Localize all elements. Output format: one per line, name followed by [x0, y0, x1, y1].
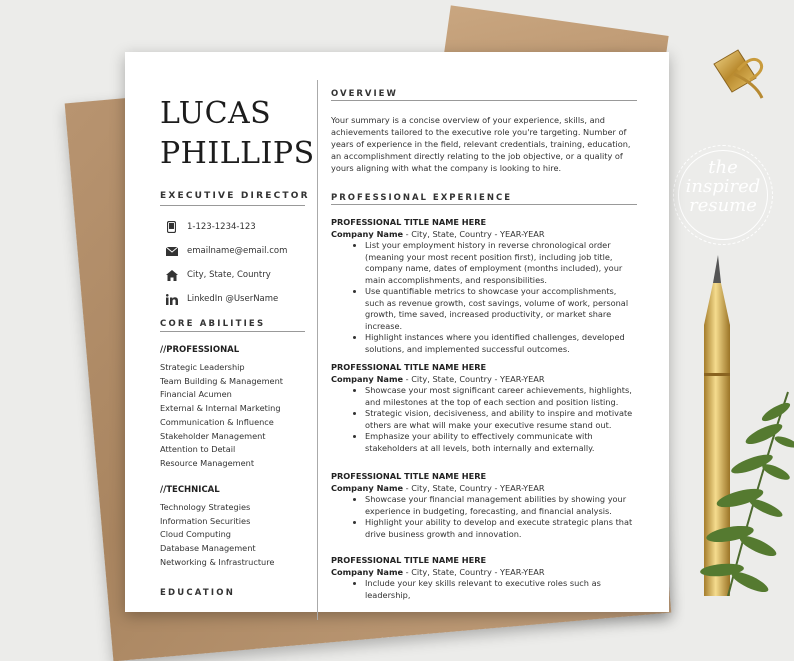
company-line: [331, 483, 637, 495]
job-entry-1: [331, 217, 637, 355]
company-line: [331, 374, 637, 386]
home-icon: [165, 269, 178, 282]
skill-item: Information Securities: [160, 515, 251, 526]
badge-line-3: resume: [689, 195, 757, 216]
company-name: Company Name: [331, 482, 404, 493]
envelope-icon: [165, 245, 178, 258]
first-name: LUCAS: [160, 96, 272, 131]
skill-item: Cloud Computing: [160, 529, 231, 540]
location-text: City, State, Country: [187, 270, 271, 280]
skill-item: Technology Strategies: [160, 502, 251, 512]
badge-line-1: the: [708, 157, 738, 178]
company-line: [331, 229, 637, 241]
professional-skills-list: [160, 361, 283, 471]
job-bullets: [331, 385, 637, 454]
company-name: Company Name: [331, 373, 404, 384]
skill-item: Database Management: [160, 543, 256, 554]
job-entry-2: [331, 362, 637, 454]
badge-text: [674, 158, 772, 215]
company-line: [331, 567, 637, 579]
job-bullet: • Include your key skills relevant to executive roles such as leadership,: [365, 578, 637, 601]
skill-item: Team Building & Management: [160, 375, 283, 386]
experience-heading: PROFESSIONAL EXPERIENCE: [331, 193, 512, 203]
skill-item: Communication & Influence: [160, 416, 274, 427]
skill-item: Strategic Leadership: [160, 362, 245, 372]
experience-rule: [331, 204, 637, 205]
contact-list: [165, 215, 287, 311]
skill-item: Resource Management: [160, 457, 255, 468]
job-title-line: PROFESSIONAL TITLE NAME HERE: [331, 555, 487, 565]
job-bullets: [331, 578, 637, 601]
last-name: PHILLIPS: [160, 136, 315, 171]
resume-page: [125, 52, 669, 612]
contact-phone: [165, 215, 287, 239]
skill-item: Stakeholder Management: [160, 430, 266, 441]
candidate-name: [160, 94, 315, 174]
fern-leaf-icon: [668, 372, 794, 596]
column-divider: [317, 80, 318, 620]
skill-item: External & Internal Marketing: [160, 403, 281, 414]
job-title-line: PROFESSIONAL TITLE NAME HERE: [331, 362, 487, 372]
binder-clip-icon: [708, 44, 770, 104]
job-title: EXECUTIVE DIRECTOR: [160, 191, 310, 201]
company-details: - City, State, Country - YEAR-YEAR: [403, 482, 545, 493]
job-bullets: [331, 494, 637, 540]
linkedin-text: LinkedIn @UserName: [187, 294, 279, 304]
job-bullets: [331, 240, 637, 355]
job-bullet: • Showcase your most significant career achievements, highlights, and milestones at the top of each section and position listing.: [365, 385, 637, 408]
inspired-resume-badge: [673, 145, 773, 245]
skill-item: Networking & Infrastructure: [160, 556, 275, 567]
company-details: - City, State, Country - YEAR-YEAR: [403, 566, 545, 577]
job-bullet: • Showcase your financial management abilities by showing your experience in budgeting, forecasting, and financial analysis.: [365, 494, 637, 517]
linkedin-icon: [165, 293, 178, 306]
job-title-line: PROFESSIONAL TITLE NAME HERE: [331, 471, 487, 481]
company-details: - City, State, Country - YEAR-YEAR: [403, 373, 545, 384]
overview-heading: OVERVIEW: [331, 89, 398, 99]
company-details: - City, State, Country - YEAR-YEAR: [403, 228, 545, 239]
phone-icon: [165, 221, 178, 234]
title-rule: [160, 205, 305, 206]
job-bullet: • Strategic vision, decisiveness, and ability to inspire and motivate others are what will make your executive resume stand out.: [365, 408, 637, 431]
skill-item: Financial Acumen: [160, 389, 232, 400]
contact-email: [165, 239, 287, 263]
professional-skills-heading: //PROFESSIONAL: [160, 345, 240, 355]
job-bullet: • Emphasize your ability to effectively communicate with stakeholders at all levels, both internally and externally.: [365, 431, 637, 454]
job-bullet: • Highlight instances where you identified challenges, developed solutions, and implemented successful outcomes.: [365, 332, 637, 355]
company-name: Company Name: [331, 228, 404, 239]
job-bullet: • Highlight your ability to develop and execute strategic plans that drive business growth and innovation.: [365, 517, 637, 540]
overview-rule: [331, 100, 637, 101]
core-abilities-rule: [160, 331, 305, 332]
job-bullet: • List your employment history in reverse chronological order (meaning your most recent position first), including job title, company name, dates of employment (months included), your main accomplishments, and responsibilities.: [365, 240, 637, 286]
job-entry-4: [331, 555, 637, 601]
job-entry-3: [331, 471, 637, 540]
technical-skills-heading: //TECHNICAL: [160, 485, 220, 495]
education-heading: EDUCATION: [160, 588, 236, 598]
overview-text: Your summary is a concise overview of your experience, skills, and achievements tailored to the executive role you're targeting. Number of years of experience in the field, relevant credentials, training, education, an accomplishment directly relating to the job objective, or a quality of yours aligning with what the company is looking to hire.: [331, 115, 631, 173]
badge-line-2: inspired: [685, 176, 761, 197]
job-title-line: PROFESSIONAL TITLE NAME HERE: [331, 217, 487, 227]
contact-location: [165, 263, 287, 287]
core-abilities-heading: CORE ABILITIES: [160, 319, 266, 329]
technical-skills-list: [160, 501, 274, 570]
job-bullet: • Use quantifiable metrics to showcase your accomplishments, such as revenue growth, cost savings, volume of work, personal growth, time saved, increased productivity, or market share increase.: [365, 286, 637, 332]
email-text: emailname@email.com: [187, 246, 288, 256]
phone-text: 1-123-1234-123: [187, 222, 256, 232]
skill-item: Attention to Detail: [160, 444, 236, 455]
contact-linkedin: [165, 287, 287, 311]
company-name: Company Name: [331, 566, 404, 577]
